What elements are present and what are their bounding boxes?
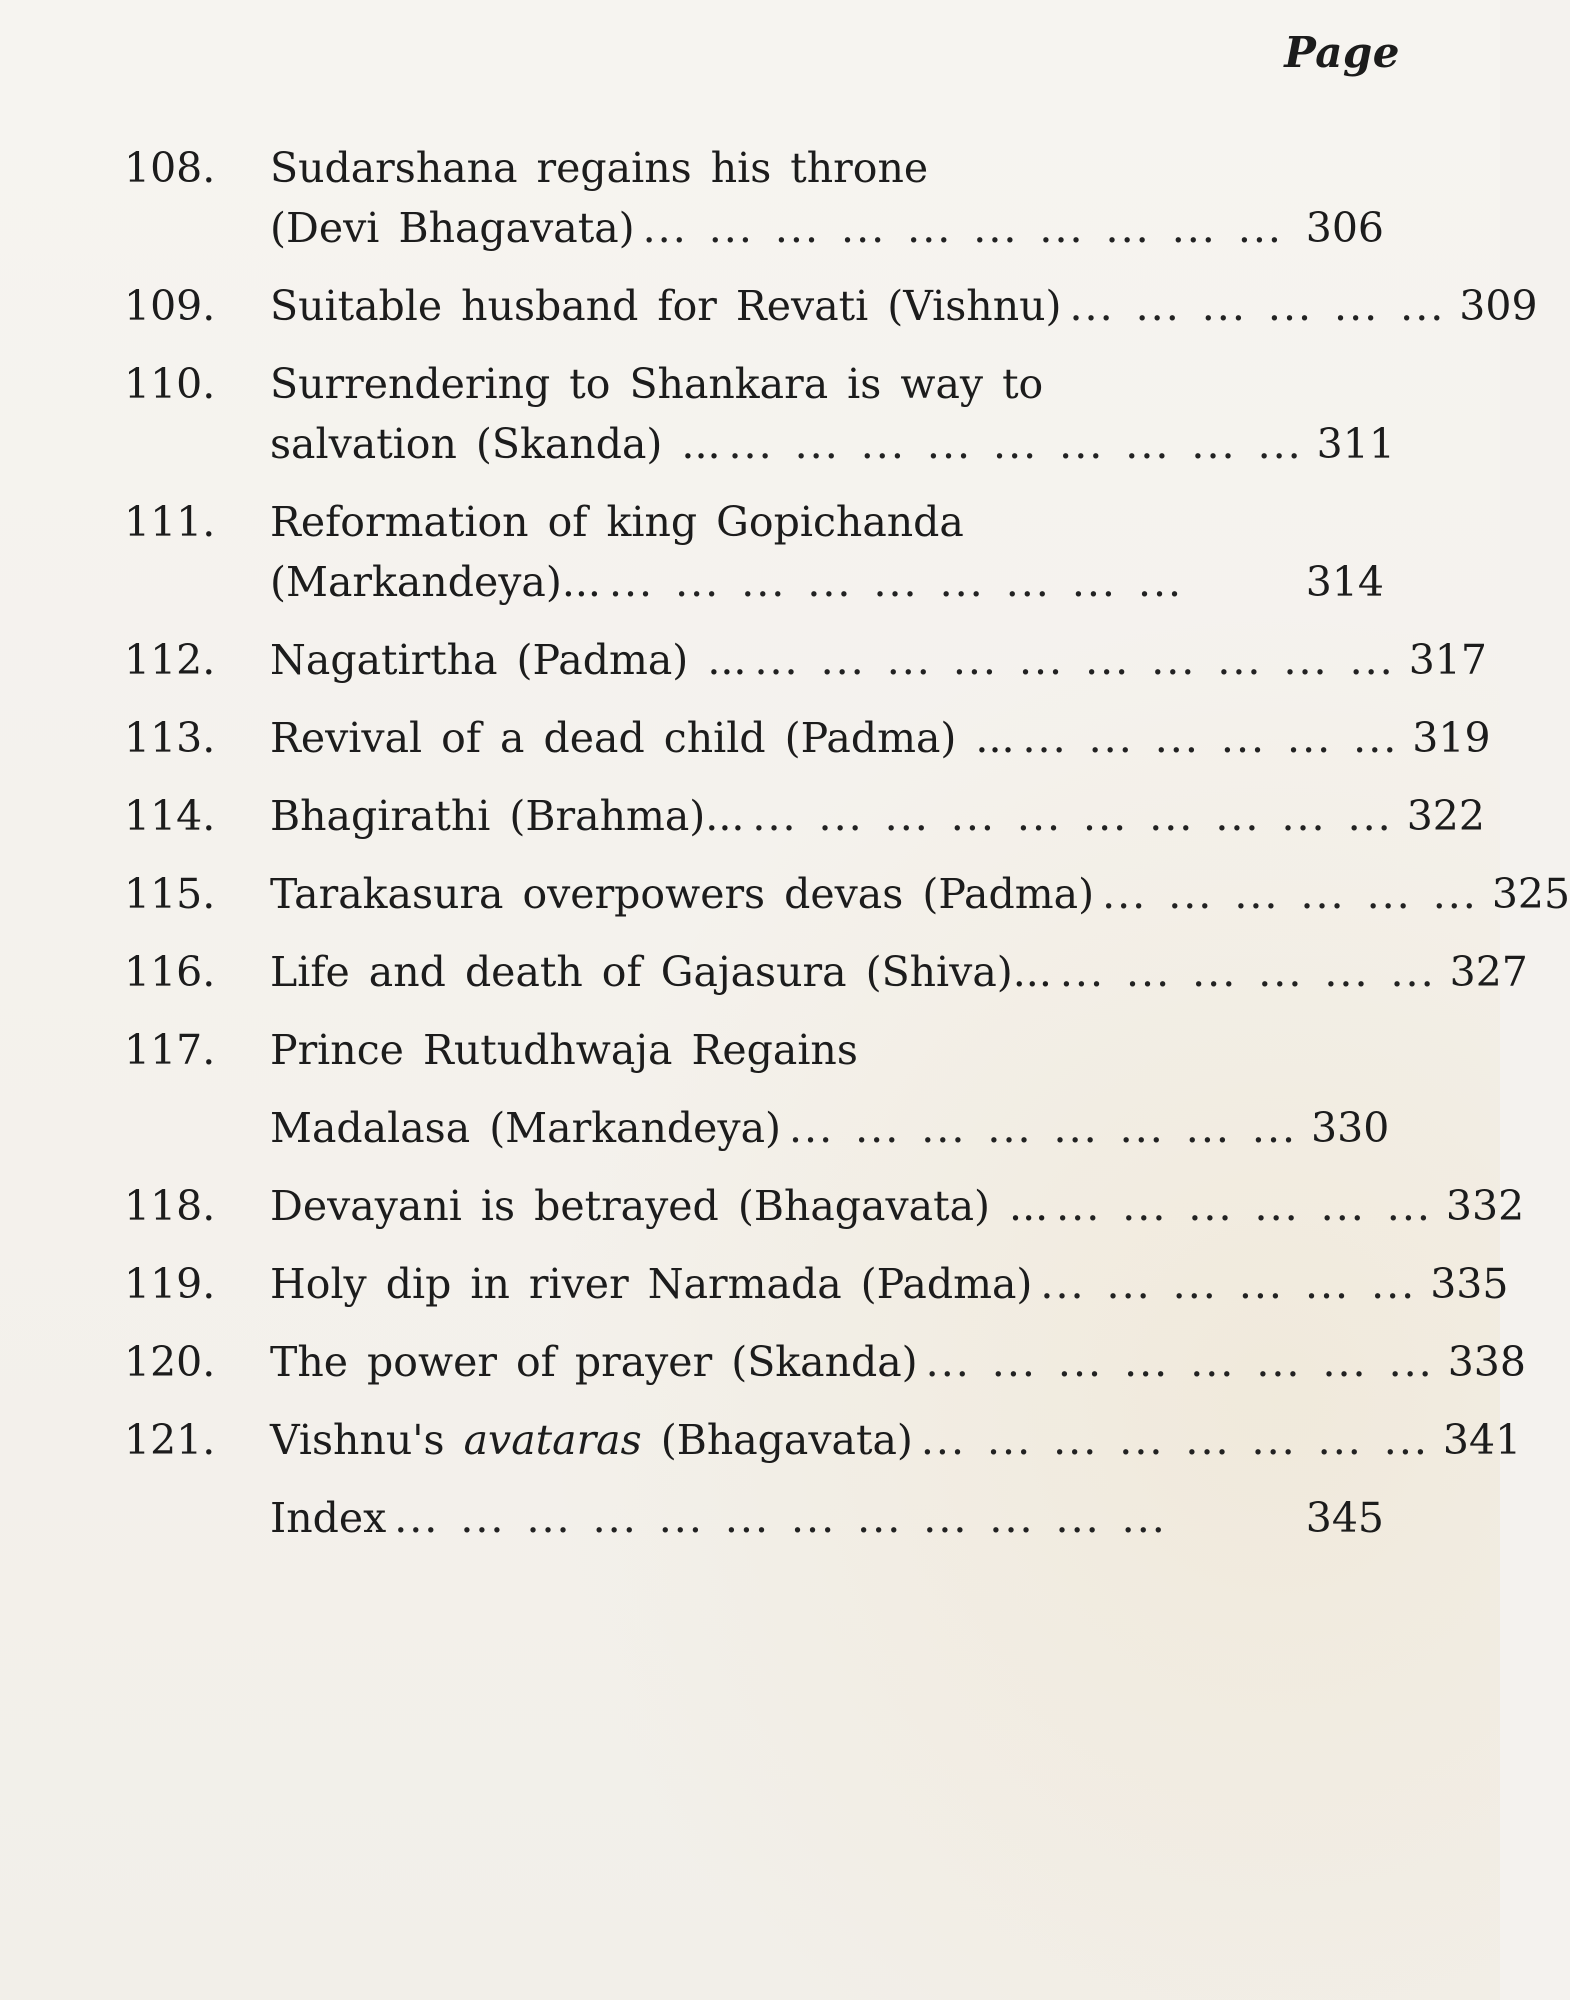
entry-page-number: 338 [1447,1338,1526,1386]
toc-entry [124,1176,1525,1236]
entry-page-number: 309 [1459,282,1538,330]
toc-entry [124,942,1528,1002]
entry-page-number: 322 [1406,792,1485,840]
entry-title-line: salvation (Skanda) ... [270,420,721,468]
entry-body [270,492,1384,612]
toc-entry [124,786,1485,846]
page-column-header: Page [1284,28,1400,77]
entry-page-number: 306 [1305,204,1384,252]
entry-number: 119. [124,1260,216,1308]
entry-last-line [270,1332,1526,1392]
entry-body [270,1332,1526,1392]
entry-last-line [270,1410,1521,1470]
entry-title-line: Reformation of king Gopichanda [270,498,964,546]
leader-dots: ... ... ... ... ... ... [1056,1182,1432,1230]
entry-title-line: Vishnu's avataras (Bhagavata) [270,1416,913,1464]
entry-body [270,1254,1508,1314]
entry-title-line: Revival of a dead child (Padma) ... [270,714,1015,762]
toc-entry-index [124,1488,1384,1548]
entry-title-line: Holy dip in river Narmada (Padma) [270,1260,1033,1308]
entry-last-line [270,552,1384,612]
entry-last-line [270,864,1570,924]
entry-title-line: Bhagirathi (Brahma)... [270,792,745,840]
toc-entry [124,354,1395,474]
entry-page-number: 319 [1412,714,1491,762]
leader-dots: ... ... ... ... ... ... ... ... ... [608,558,1184,606]
entry-last-line [270,708,1491,768]
entry-body [270,1488,1384,1548]
entry-number: 112. [124,636,216,684]
entry-page-number: 345 [1305,1494,1384,1542]
entry-body [270,786,1485,846]
leader-dots: ... ... ... ... ... ... [1040,1260,1417,1308]
entry-number: 120. [124,1338,216,1386]
entry-last-line [270,1488,1384,1548]
entry-title-line: Prince Rutudhwaja Regains [270,1026,858,1074]
leader-dots: ... ... ... ... ... ... [1102,870,1478,918]
entry-last-line [270,630,1487,690]
leader-dots: ... ... ... ... ... ... ... ... [925,1338,1434,1386]
entry-last-line [270,198,1384,258]
entry-title-line: Devayani is betrayed (Bhagavata) ... [270,1182,1049,1230]
toc-entry [124,1410,1522,1470]
leader-dots: ... ... ... ... ... ... ... ... [789,1104,1298,1152]
leader-dots: ... ... ... ... ... ... ... ... ... ... [642,204,1283,252]
entry-body [270,942,1528,1002]
entry-body [270,276,1538,336]
toc-entry [124,630,1487,690]
leader-dots: ... ... ... ... ... ... [1059,948,1436,996]
entry-page-number: 327 [1449,948,1528,996]
leader-dots: ... ... ... ... ... ... ... ... ... ... [752,792,1393,840]
entry-number: 110. [124,360,216,408]
toc-entry [124,864,1570,924]
entry-page-number: 314 [1305,558,1384,606]
toc-entry [124,1254,1509,1314]
entry-title-line: The power of prayer (Skanda) [270,1338,918,1386]
entry-title-line: (Devi Bhagavata) [270,204,635,252]
entry-number: 115. [124,870,216,918]
leader-dots: ... ... ... ... ... ... ... ... ... [728,420,1303,468]
toc-entry [124,138,1384,258]
entry-number: 113. [124,714,216,762]
entry-last-line [270,1176,1524,1236]
entry-last-line [270,1254,1508,1314]
entry-number: 109. [124,282,216,330]
entry-last-line [270,276,1538,336]
entry-number: 121. [124,1416,216,1464]
entry-number: 118. [124,1182,216,1230]
entry-page-number: 317 [1408,636,1487,684]
toc-entry [124,276,1538,336]
entry-title-line: Tarakasura overpowers devas (Padma) [270,870,1095,918]
leader-dots: ... ... ... ... ... ... ... ... ... ... ... ... [394,1494,1167,1542]
leader-dots: ... ... ... ... ... ... ... ... ... ... [754,636,1395,684]
entry-number: 117. [124,1026,216,1074]
entry-page-number: 311 [1316,420,1395,468]
entry-number: 114. [124,792,216,840]
entry-title-line: Life and death of Gajasura (Shiva)... [270,948,1052,996]
toc-entry [124,1020,1390,1158]
italic-term: avataras [463,1416,642,1464]
entry-last-line [270,414,1395,474]
toc-entry [124,1332,1526,1392]
entry-title-line: Nagatirtha (Padma) ... [270,636,747,684]
entry-number: 111. [124,498,216,546]
entry-body [270,864,1570,924]
entry-last-line [270,1098,1389,1158]
table-of-contents [124,138,1570,1566]
entry-page-number: 341 [1442,1416,1522,1464]
entry-title-line: Index [270,1494,387,1542]
entry-body [270,1410,1521,1470]
toc-entry [124,492,1384,612]
entry-page-number: 332 [1445,1182,1525,1230]
entry-last-line [270,942,1528,1002]
entry-body [270,354,1395,474]
entry-number: 116. [124,948,216,996]
entry-body [270,708,1491,768]
entry-page-number: 335 [1430,1260,1509,1308]
entry-body [270,1020,1389,1158]
leader-dots: ... ... ... ... ... ... [1022,714,1399,762]
entry-number: 108. [124,144,216,192]
entry-body [270,1176,1524,1236]
leader-dots: ... ... ... ... ... ... [1069,282,1446,330]
entry-body [270,630,1487,690]
entry-title-line: Surrendering to Shankara is way to [270,360,1044,408]
entry-body [270,138,1384,258]
entry-page-number: 325 [1491,870,1570,918]
entry-title-line: (Markandeya)... [270,558,601,606]
entry-last-line [270,786,1485,846]
entry-title-line: Sudarshana regains his throne [270,144,929,192]
entry-title-line: Suitable husband for Revati (Vishnu) [270,282,1062,330]
leader-dots: ... ... ... ... ... ... ... ... [920,1416,1429,1464]
entry-title-line: Madalasa (Markandeya) [270,1104,782,1152]
toc-entry [124,708,1491,768]
entry-page-number: 330 [1311,1104,1390,1152]
